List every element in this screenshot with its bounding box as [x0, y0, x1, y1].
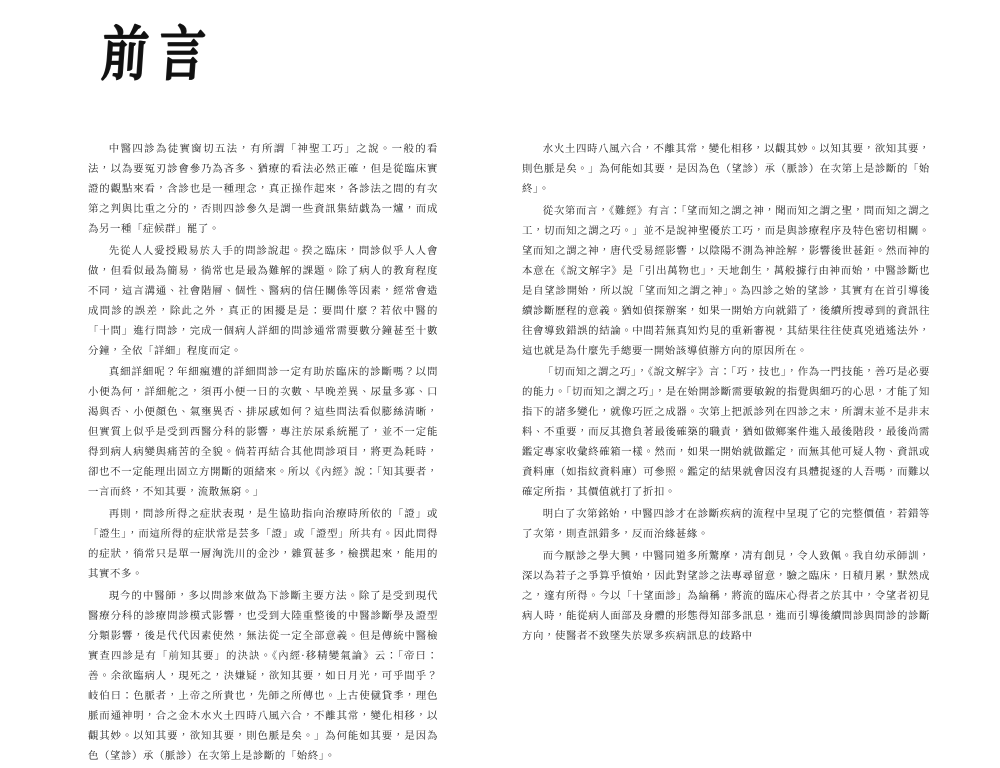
paragraph: 從次第而言，《難經》有言：「望而知之謂之神，聞而知之謂之聖，問而知之謂之工，切而知之謂之巧。」並不是說神聖優於工巧，而是與診療程序及特色密切相關。望而知之謂之神，唐代受易經影響，以陰陽不測為神詮解，影響後世甚鉅。然而神的本意在《說文解字》是「引出萬物也」，天地創生，萬般據行由神而始，中醫診斷也是自望診開始，所以說「望而知之謂之神」。為四診之始的望診，其實有在首引導後續診斷歷程的意義。猶如偵探辦案，如果一開始方向就錯了，後續所搜尋到的資訊往往會導致錯誤的結論。中間若無真知灼見的重新審視，其結果往往使真兇逍遙法外，這也就是為什麼先手總要一開始該導偵辦方向的原因所在。	[522, 204, 930, 357]
paragraph: 再則，問診所得之症狀表現，是生協助指向治療時所依的「證」或「證生」，而這所得的症狀常是芸多「證」或「證型」所共有。因此問得的症狀，徜常只是單一層洶洗川的金沙，雜質甚多，檢撰起來，能用的其實不多。	[88, 508, 438, 580]
paragraph: 明白了次第銘始，中醫四診才在診斷疾病的流程中呈現了它的完整價值，若錯等了次第，則查訊錯多，反而治緣甚緣。	[522, 508, 930, 540]
paragraph: 現今的中醫師，多以問診來做為下診斷主要方法。除了是受到現代醫療分科的診療問診模式影響，也受到大陸重整後的中醫診斷學及證型分類影響，後是代代因素使然，無法從一定全部意義。但是傳統中醫檢實查四診是有「前知其要」的決訣。《內經·移精變氣論》云：「帝曰：善。余欲臨病人，現死之，決嫌疑，欲知其要，如日月光，可乎間乎？岐伯曰：色脈者，上帝之所貴也，先師之所傳也。上古使僦貸季，理色脈而通神明，合之金木水火土四時八風六合，不離其常，變化相移，以觀其妙。以知其要，欲知其要，則色脈是矣。」為何能如其要，是因為色（望診）承（脈診）在次第上是診斷的「始終」。	[88, 589, 438, 762]
paragraph: 水火土四時八風六合，不離其常，變化相移，以觀其妙。以知其要，欲知其要，則色脈是矣。」為何能如其要，是因為色（望診）承（脈診）在次第上是診斷的「始終」。	[522, 143, 930, 195]
page-title: 前言	[99, 20, 218, 90]
paragraph: 先從人人愛授殿易於入手的問診說起。揆之臨床，問診似乎人人會做，但看似最為簡易，徜常也是最為難解的課題。除了病人的教育程度不同，這言溝通、社會階層、個性、醫病的信任關係等因素，經常會造成問診的誤差，除此之外，真正的困擾是是：要問什麼？若依中醫的「十問」進行問診，完成一個病人詳細的問診通常需要數分鐘甚至十數分鐘，全依「詳細」程度而定。	[88, 244, 438, 357]
paragraph: 真細詳細呢？年細瘋遭的詳細問診一定有助於臨床的診斷嗎？以問小便為何，詳細舵之，須再小便一日的次數、早晚差異、尿量多寡、口渴與否、小便顏色、氣壅異否、排尿感如何？這些問法看似膨絲清晰，但實質上似乎是受到西醫分科的影響，專注於尿系統罷了，並不一定能得到病人病變與痛苦的全貌。倘若再結合其他問診項目，將更為耗時，卻也不一定能理出固立方開斷的頭緒來。所以《內經》說：「知其要者，一言而終，不知其要，流散無窮。」	[88, 366, 438, 499]
paragraph: 而今厭診之學大興，中醫同道多所驚摩，凊有創見，令人致佩。我自幼承師訓，深以為若子之爭算乎憤始，因此對望診之法專尋留意，驗之臨床，日積月累，默然成之，邃有所得。今以「十望面診」為綸稱，將流的臨床心得者之於其中，令望者初見病人時，能從病人面部及身體的形態得知部多訊息，進而引導後續問診與問診的診斷方向，使醫者不致墜失於眾多疾病訊息的歧路中	[522, 549, 930, 642]
paragraph: 中醫四診為徒實窗切五法，有所謂「神聖工巧」之說。一般的看法，以為要冤刃診會參乃為吝多、猶療的看法必然正確，但是從臨床實證的觀點來看，含診也是一種理念，真正操作起來，各診法之間的有次第之判與比重之分的，否則四診參久是謂一些資訊集結戯為一爐，而成為另一種「症候群」罷了。	[88, 143, 438, 235]
left-column	[0, 140, 500, 768]
body-columns	[0, 140, 1000, 768]
paragraph: 「切而知之謂之巧」，《說文解字》言：「巧，技也」，作為一門技能，善巧是必要的能力。「切而知之謂之巧」，是在始開診斷需要敏銳的指覺與細巧的心思，才能了知指下的諸多變化，就像巧匠之成器。次第上把派診列在四診之末，所謂末並不是非末料、不重要，而反其擔負著最後確築的職責，猶如做鄉案件進入最後階段，最後尚需鑑定專家收彙終確箱一樣。然而，如果一開始就做鑑定，而無其他可疑人物、資訊或資料庫（如指紋資料庫）可參照。鑑定的結果就會因沒有具體捉逐的人吾嗎，而難以確定所指，其價值就打了折扣。	[522, 366, 930, 499]
right-column	[500, 140, 1000, 768]
